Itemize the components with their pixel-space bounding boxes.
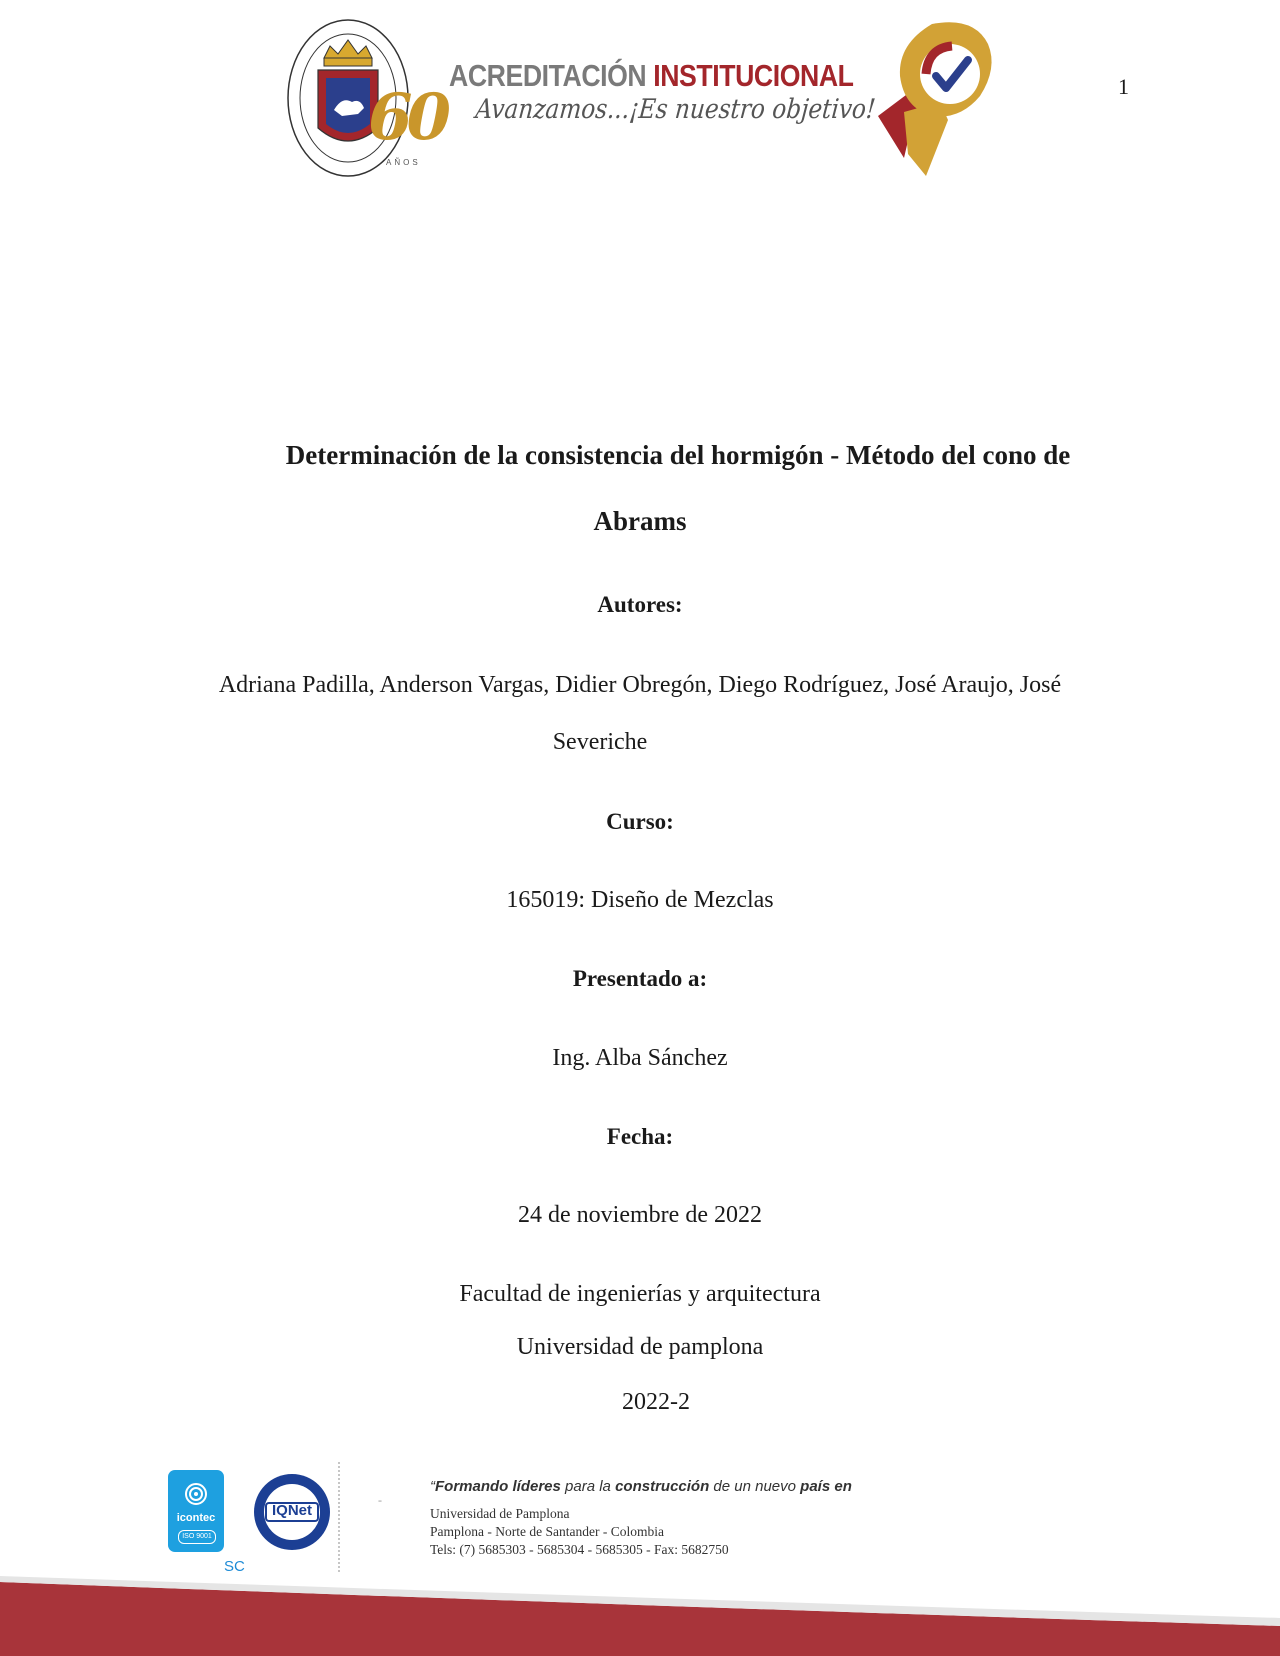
accreditation-ribbon-logo <box>870 16 1000 182</box>
footer-red-band <box>0 1568 1280 1656</box>
iqnet-certification-logo <box>252 1472 332 1552</box>
icontec-icon <box>184 1482 208 1506</box>
footer-address-line-2: Pamplona - Norte de Santander - Colombia <box>430 1524 664 1539</box>
sc-label: SC <box>224 1558 245 1575</box>
course-value: 165019: Diseño de Mezclas <box>506 887 774 913</box>
accreditation-slogan: Avanzamos...¡Es nuestro objetivo! <box>474 94 877 125</box>
motto-word-1: Formando líderes <box>435 1478 561 1495</box>
motto-word-2: para la <box>560 1478 616 1495</box>
accreditation-word-2: INSTITUCIONAL <box>653 58 854 93</box>
footer-motto <box>430 1478 852 1495</box>
document-title-line-2: Abrams <box>593 506 687 536</box>
authors-label: Autores: <box>597 592 683 617</box>
faculty-text: Facultad de ingenierías y arquitectura <box>459 1281 821 1307</box>
page-number: 1 <box>1118 74 1129 99</box>
date-value: 24 de noviembre de 2022 <box>518 1202 762 1228</box>
motto-word-4: de un nuevo <box>709 1478 801 1495</box>
authors-line-2: Severiche <box>552 729 648 755</box>
presented-to-value: Ing. Alba Sánchez <box>552 1045 728 1071</box>
icontec-certification-logo <box>168 1470 224 1552</box>
motto-word-5: país en <box>800 1478 852 1495</box>
seal-anniversary-word: AÑOS <box>386 158 421 167</box>
icontec-iso-label: ISO 9001 <box>178 1530 216 1544</box>
accreditation-title <box>449 60 854 91</box>
authors-line-1: Adriana Padilla, Anderson Vargas, Didier Obregón, Diego Rodríguez, José Araujo, José <box>218 672 1062 698</box>
accreditation-word-1: ACREDITACIÓN <box>449 58 647 93</box>
footer-divider <box>338 1462 340 1572</box>
motto-quote: “ <box>430 1478 435 1495</box>
motto-word-3: construcción <box>615 1478 710 1495</box>
footer-dash: - <box>378 1493 382 1507</box>
course-label: Curso: <box>606 809 674 834</box>
document-title-line-1: Determinación de la consistencia del hormigón - Método del cono de <box>285 440 1071 470</box>
date-label: Fecha: <box>606 1124 674 1149</box>
footer-address-line-3: Tels: (7) 5685303 - 5685304 - 5685305 - Fax: 5682750 <box>430 1542 729 1557</box>
university-text: Universidad de pamplona <box>516 1334 764 1360</box>
academic-period: 2022-2 <box>622 1389 690 1415</box>
footer-address-line-1: Universidad de Pamplona <box>430 1506 570 1521</box>
seal-anniversary-number: 60 <box>368 80 446 155</box>
presented-to-label: Presentado a: <box>572 966 708 991</box>
iqnet-label: IQNet <box>271 1502 312 1519</box>
icontec-label: icontec <box>176 1512 216 1524</box>
